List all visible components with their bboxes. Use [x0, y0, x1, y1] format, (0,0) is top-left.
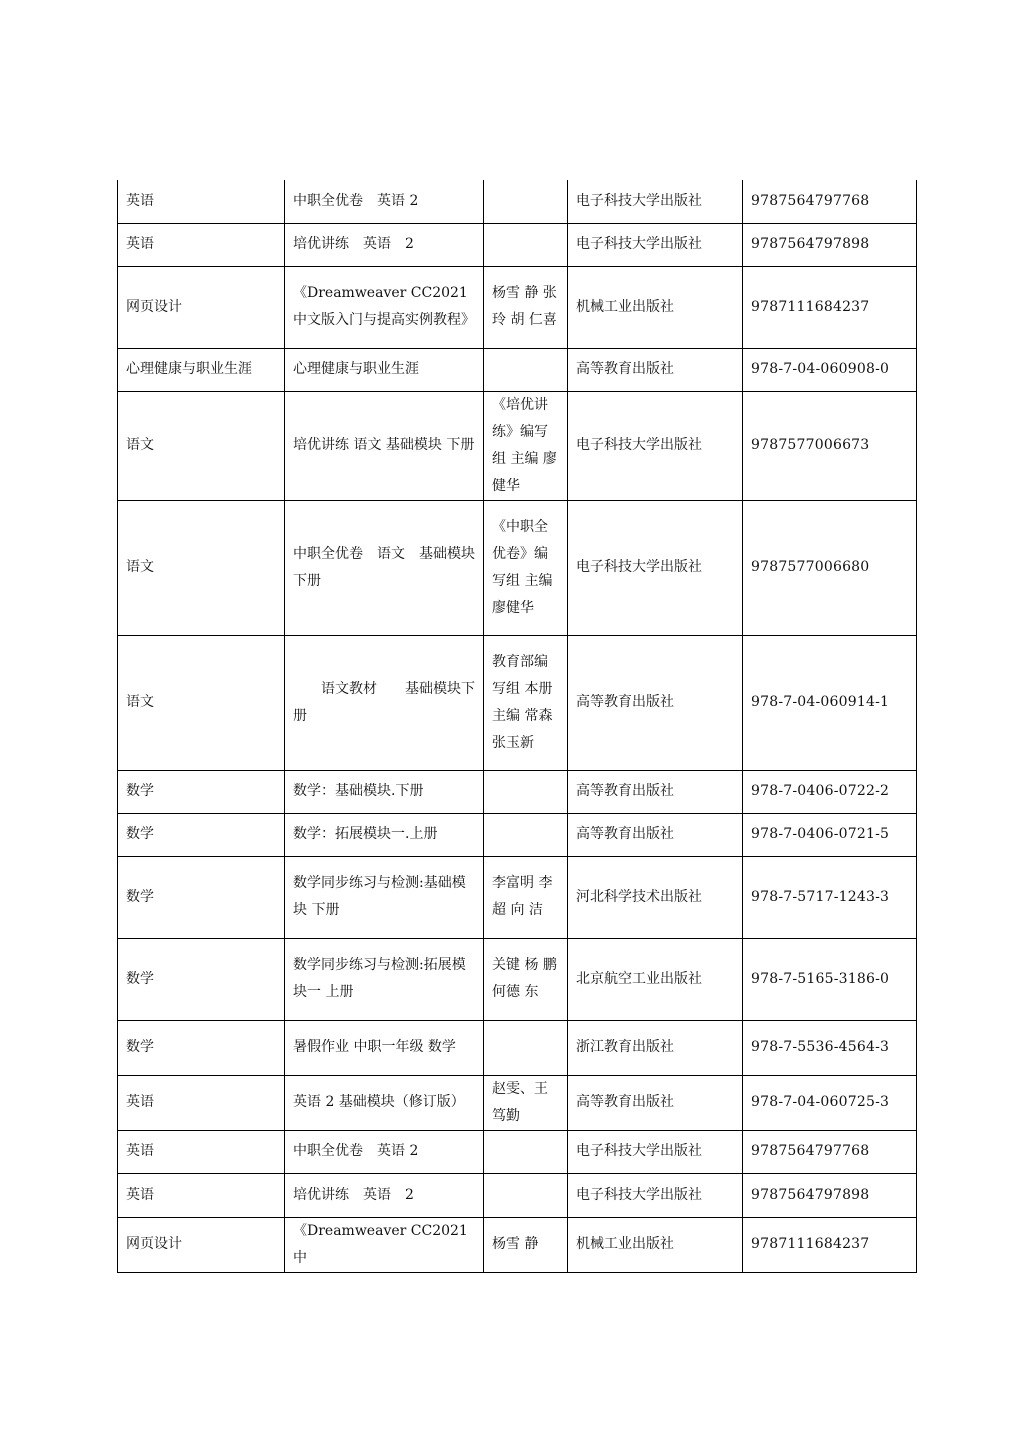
- title-cell: 数学同步练习与检测:基础模块 下册: [285, 856, 484, 938]
- title-cell: 数学：拓展模块一.上册: [285, 813, 484, 856]
- table-row: [118, 1075, 917, 1130]
- publisher-cell: 机械工业出版社: [568, 1217, 743, 1272]
- publisher-cell: 高等教育出版社: [568, 348, 743, 391]
- publisher-cell: 电子科技大学出版社: [568, 1173, 743, 1217]
- author-cell: [484, 1130, 568, 1173]
- textbook-table: [117, 180, 917, 1273]
- author-cell: 关键 杨 鹏 何德 东: [484, 938, 568, 1020]
- publisher-cell: 电子科技大学出版社: [568, 500, 743, 635]
- table-row: [118, 348, 917, 391]
- isbn-cell: 9787111684237: [743, 266, 917, 348]
- subject-cell: 英语: [118, 223, 285, 266]
- author-cell: [484, 348, 568, 391]
- isbn-cell: 978-7-04-060914-1: [743, 635, 917, 770]
- author-cell: 《中职全优卷》编写组 主编 廖健华: [484, 500, 568, 635]
- isbn-cell: 9787577006680: [743, 500, 917, 635]
- isbn-cell: 978-7-04-060725-3: [743, 1075, 917, 1130]
- table-row: [118, 1173, 917, 1217]
- table-row: [118, 635, 917, 770]
- subject-cell: 英语: [118, 180, 285, 223]
- isbn-cell: 9787564797768: [743, 180, 917, 223]
- title-cell: 数学同步练习与检测:拓展模块一 上册: [285, 938, 484, 1020]
- publisher-cell: 高等教育出版社: [568, 1075, 743, 1130]
- subject-cell: 语文: [118, 500, 285, 635]
- isbn-cell: 9787577006673: [743, 391, 917, 500]
- author-cell: [484, 1020, 568, 1075]
- subject-cell: 数学: [118, 856, 285, 938]
- author-cell: 杨雪 静 张玲 胡 仁喜: [484, 266, 568, 348]
- table-row: [118, 391, 917, 500]
- author-cell: 杨雪 静: [484, 1217, 568, 1272]
- table-row: [118, 266, 917, 348]
- publisher-cell: 北京航空工业出版社: [568, 938, 743, 1020]
- title-cell: 数学：基础模块.下册: [285, 770, 484, 813]
- isbn-cell: 978-7-5536-4564-3: [743, 1020, 917, 1075]
- subject-cell: 语文: [118, 391, 285, 500]
- publisher-cell: 高等教育出版社: [568, 635, 743, 770]
- subject-cell: 英语: [118, 1130, 285, 1173]
- title-cell: 培优讲练 英语 2: [285, 223, 484, 266]
- isbn-cell: 978-7-0406-0721-5: [743, 813, 917, 856]
- isbn-cell: 978-7-04-060908-0: [743, 348, 917, 391]
- subject-cell: 英语: [118, 1173, 285, 1217]
- title-cell: 中职全优卷 英语 2: [285, 1130, 484, 1173]
- subject-cell: 英语: [118, 1075, 285, 1130]
- subject-cell: 数学: [118, 1020, 285, 1075]
- table-row: [118, 180, 917, 223]
- subject-cell: 数学: [118, 938, 285, 1020]
- title-cell: 暑假作业 中职一年级 数学: [285, 1020, 484, 1075]
- isbn-cell: 9787564797898: [743, 223, 917, 266]
- title-cell: 培优讲练 英语 2: [285, 1173, 484, 1217]
- title-cell: 《Dreamweaver CC2021 中: [285, 1217, 484, 1272]
- table-row: [118, 1020, 917, 1075]
- title-cell: 中职全优卷 英语 2: [285, 180, 484, 223]
- author-cell: 赵雯、王笃勤: [484, 1075, 568, 1130]
- publisher-cell: 机械工业出版社: [568, 266, 743, 348]
- publisher-cell: 高等教育出版社: [568, 813, 743, 856]
- publisher-cell: 高等教育出版社: [568, 770, 743, 813]
- table-row: [118, 223, 917, 266]
- title-cell: 语文教材 基础模块下册: [285, 635, 484, 770]
- author-cell: [484, 180, 568, 223]
- author-cell: [484, 1173, 568, 1217]
- isbn-cell: 9787564797898: [743, 1173, 917, 1217]
- publisher-cell: 电子科技大学出版社: [568, 223, 743, 266]
- isbn-cell: 978-7-0406-0722-2: [743, 770, 917, 813]
- subject-cell: 数学: [118, 770, 285, 813]
- table-row: [118, 856, 917, 938]
- isbn-cell: 978-7-5165-3186-0: [743, 938, 917, 1020]
- title-cell: 中职全优卷 语文 基础模块下册: [285, 500, 484, 635]
- publisher-cell: 电子科技大学出版社: [568, 1130, 743, 1173]
- title-cell: 培优讲练 语文 基础模块 下册: [285, 391, 484, 500]
- author-cell: 教育部编写组 本册主编 常森 张玉新: [484, 635, 568, 770]
- author-cell: [484, 813, 568, 856]
- table-row: [118, 1217, 917, 1272]
- table-row: [118, 770, 917, 813]
- subject-cell: 网页设计: [118, 266, 285, 348]
- table-row: [118, 500, 917, 635]
- author-cell: [484, 770, 568, 813]
- table-row: [118, 938, 917, 1020]
- subject-cell: 语文: [118, 635, 285, 770]
- title-cell: 心理健康与职业生涯: [285, 348, 484, 391]
- author-cell: 《培优讲练》编写组 主编 廖健华: [484, 391, 568, 500]
- isbn-cell: 9787564797768: [743, 1130, 917, 1173]
- author-cell: [484, 223, 568, 266]
- title-cell: 英语 2 基础模块（修订版）: [285, 1075, 484, 1130]
- isbn-cell: 978-7-5717-1243-3: [743, 856, 917, 938]
- publisher-cell: 河北科学技术出版社: [568, 856, 743, 938]
- publisher-cell: 电子科技大学出版社: [568, 180, 743, 223]
- subject-cell: 心理健康与职业生涯: [118, 348, 285, 391]
- author-cell: 李富明 李超 向 洁: [484, 856, 568, 938]
- title-cell: 《Dreamweaver CC2021 中文版入门与提高实例教程》: [285, 266, 484, 348]
- subject-cell: 网页设计: [118, 1217, 285, 1272]
- publisher-cell: 电子科技大学出版社: [568, 391, 743, 500]
- table-row: [118, 813, 917, 856]
- publisher-cell: 浙江教育出版社: [568, 1020, 743, 1075]
- table-row: [118, 1130, 917, 1173]
- isbn-cell: 9787111684237: [743, 1217, 917, 1272]
- subject-cell: 数学: [118, 813, 285, 856]
